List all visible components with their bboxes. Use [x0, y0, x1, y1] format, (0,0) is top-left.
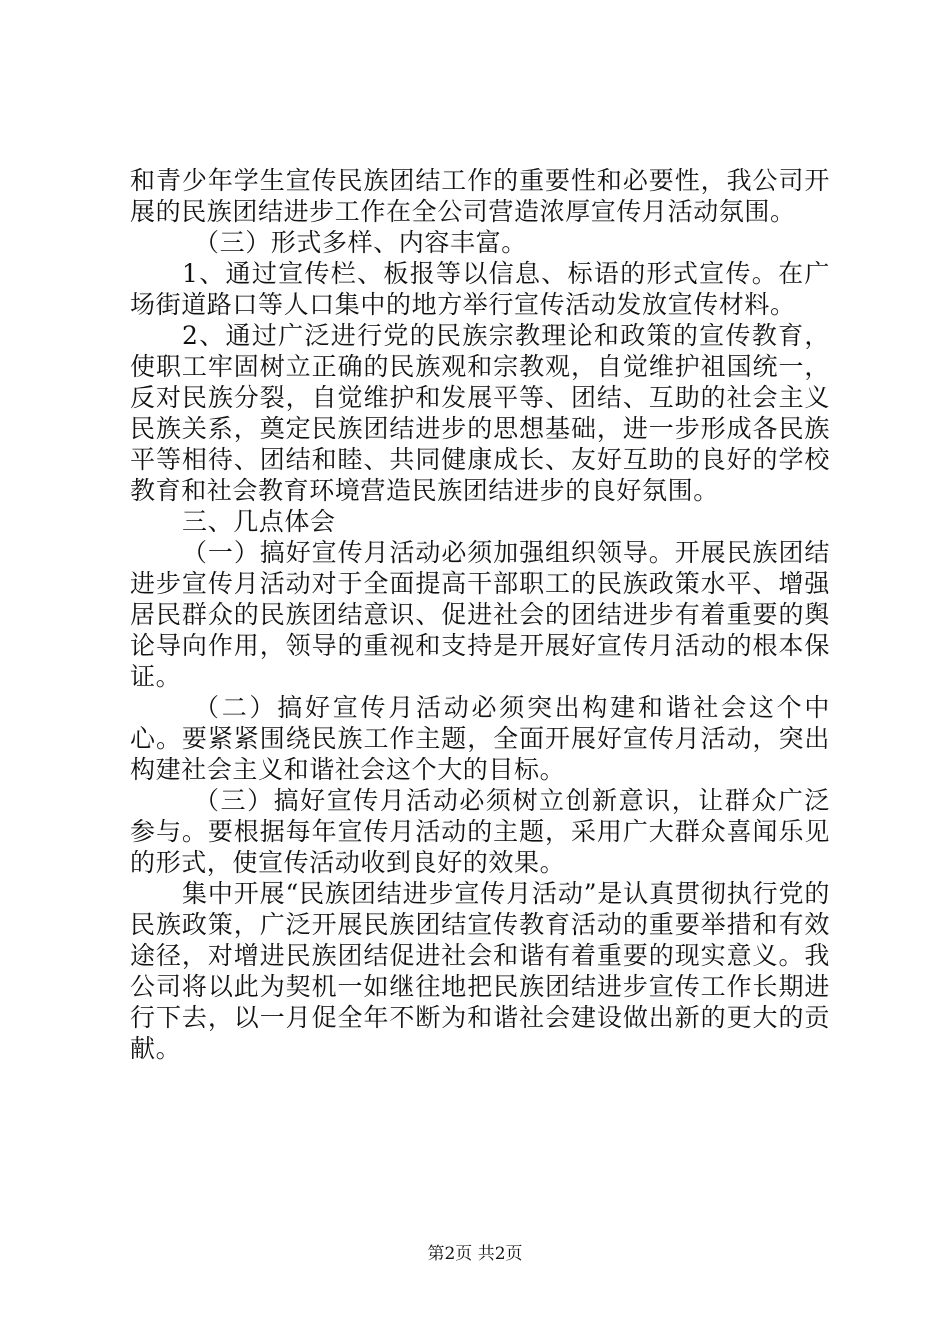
paragraph-item-1: 1、通过宣传栏、板报等以信息、标语的形式宣传。在广场街道路口等人口集中的地方举行宣传活动发放宣传材料。: [130, 259, 830, 319]
paragraph-insight-1: （一）搞好宣传月活动必须加强组织领导。开展民族团结进步宣传月活动对于全面提高干部职工的民族政策水平、增强居民群众的民族团结意识、促进社会的团结进步有着重要的舆论导向作用，领导的重视和支持是开展好宣传月活动的根本保证。: [130, 538, 830, 691]
paragraph-item-2: 2、通过广泛进行党的民族宗教理论和政策的宣传教育，使职工牢固树立正确的民族观和宗教观，自觉维护祖国统一，反对民族分裂，自觉维护和发展平等、团结、互助的社会主义民族关系，奠定民族团结进步的思想基础，进一步形成各民族平等相待、团结和睦、共同健康成长、友好互助的良好的学校教育和社会教育环境营造民族团结进步的良好氛围。: [130, 321, 830, 505]
document-body: [130, 165, 830, 1064]
paragraph-insight-3: （三）搞好宣传月活动必须树立创新意识，让群众广泛参与。要根据每年宣传月活动的主题，采用广大群众喜闻乐见的形式，使宣传活动收到良好的效果。: [130, 786, 830, 877]
page-number-footer: 第2页 共2页: [427, 1244, 523, 1264]
paragraph-continuation: 和青少年学生宣传民族团结工作的重要性和必要性，我公司开展的民族团结进步工作在全公司营造浓厚宣传月活动氛围。: [130, 166, 830, 226]
paragraph-section-heading-forms: （三）形式多样、内容丰富。: [194, 228, 527, 257]
paragraph-section-heading-insights: 三、几点体会: [182, 507, 336, 536]
paragraph-insight-2: （二）搞好宣传月活动必须突出构建和谐社会这个中心。要紧紧围绕民族工作主题，全面开展好宣传月活动，突出构建社会主义和谐社会这个大的目标。: [130, 693, 830, 784]
paragraph-conclusion: 集中开展“民族团结进步宣传月活动”是认真贯彻执行党的民族政策，广泛开展民族团结宣传教育活动的重要举措和有效途径，对增进民族团结促进社会和谐有着重要的现实意义。我公司将以此为契机一如继往地把民族团结进步宣传工作长期进行下去，以一月促全年不断为和谐社会建设做出新的更大的贡献。: [130, 879, 830, 1063]
